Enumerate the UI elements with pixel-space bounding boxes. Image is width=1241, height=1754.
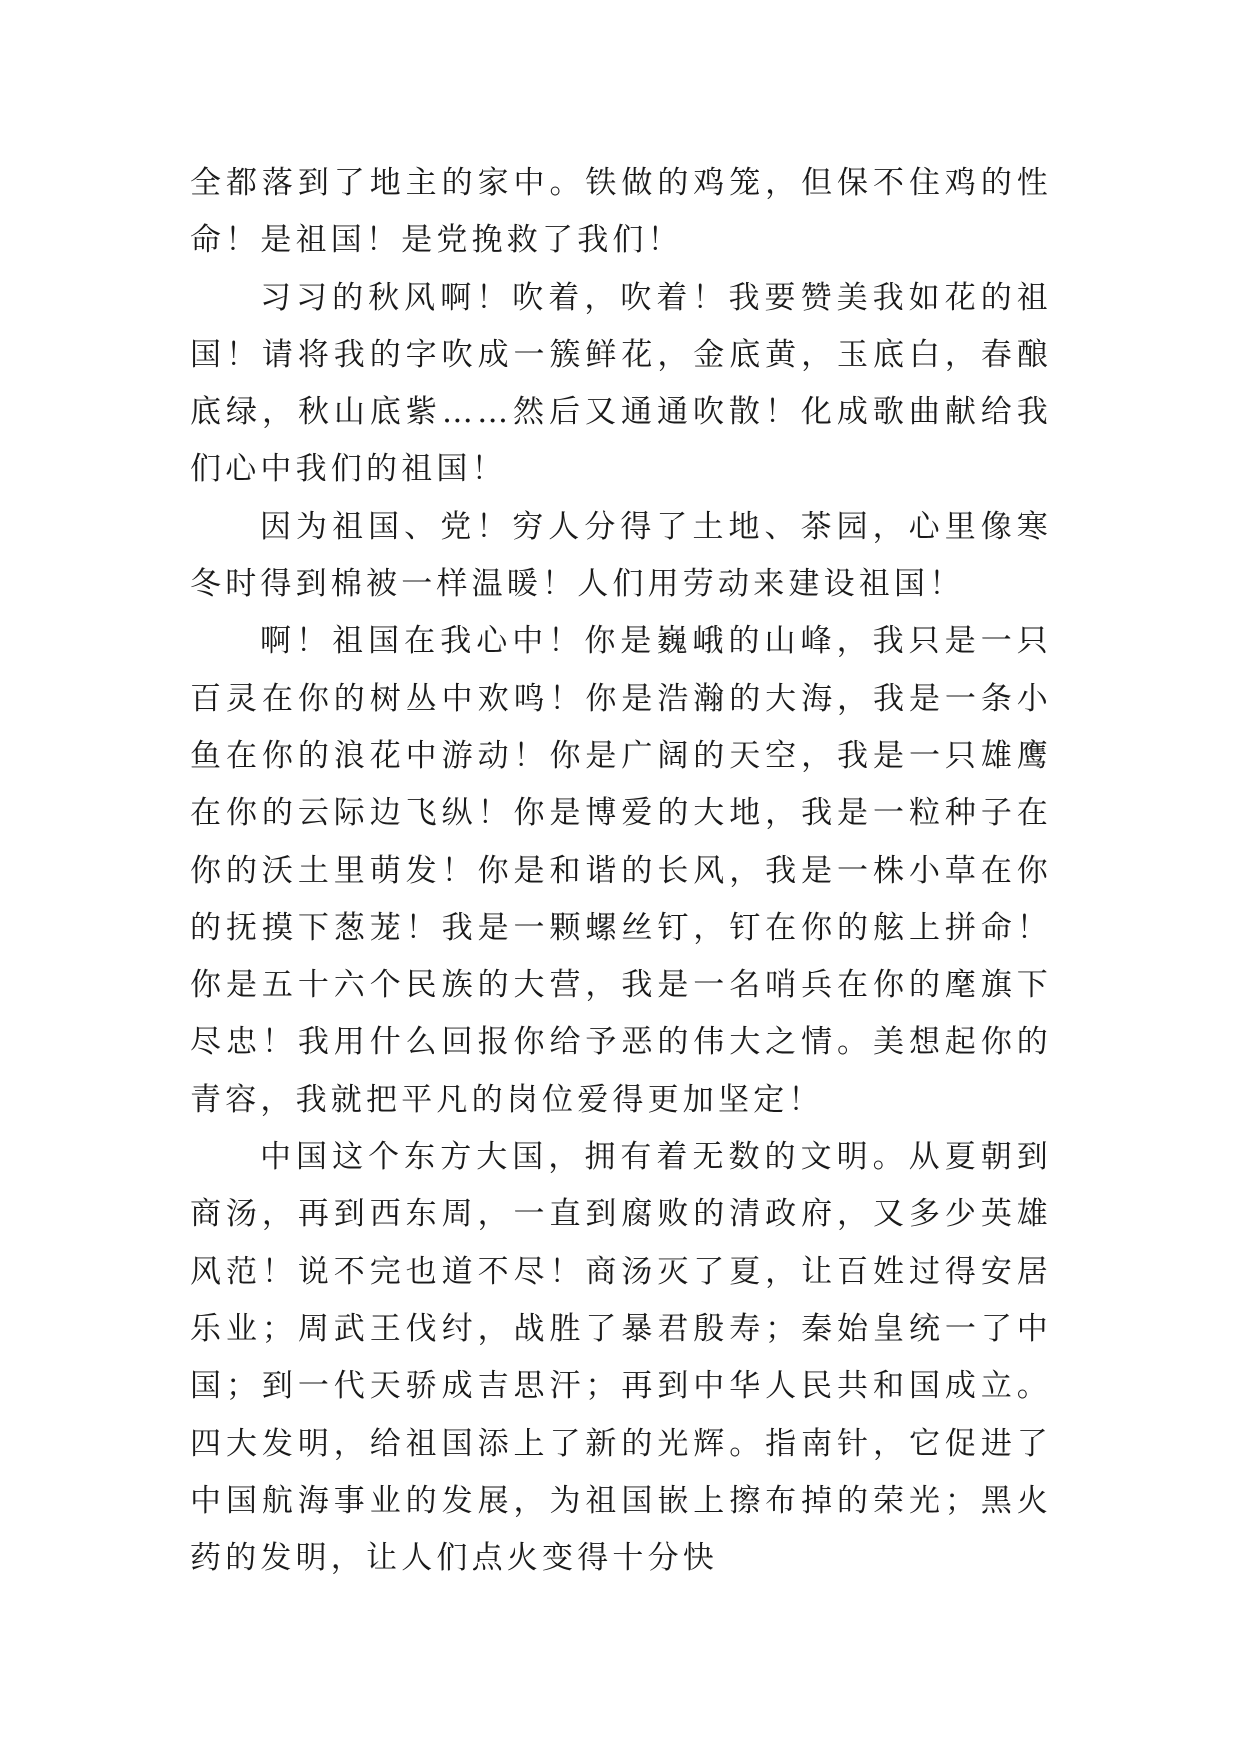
paragraph-1: 全都落到了地主的家中。铁做的鸡笼，但保不住鸡的性命！是祖国！是党挽救了我们！ [190, 165, 1052, 259]
paragraph-2: 习习的秋风啊！吹着，吹着！我要赞美我如花的祖国！请将我的字吹成一簇鲜花，金底黄，玉底白，春酿底绿，秋山底紫……然后又通通吹散！化成歌曲献给我们心中我们的祖国！ [190, 279, 1052, 488]
paragraph-4: 啊！祖国在我心中！你是巍峨的山峰，我只是一只百灵在你的树丛中欢鸣！你是浩瀚的大海，我是一条小鱼在你的浪花中游动！你是广阔的天空，我是一只雄鹰在你的云际边飞纵！你是博爱的大地，我是一粒种子在你的沃土里萌发！你是和谐的长风，我是一株小草在你的抚摸下葱茏！我是一颗螺丝钉，钉在你的舷上拼命！你是五十六个民族的大营，我是一名哨兵在你的麾旗下尽忠！我用什么回报你给予恶的伟大之情。美想起你的青容，我就把平凡的岗位爱得更加坚定！ [190, 623, 1052, 1118]
document-body [190, 155, 1052, 1587]
paragraph-3: 因为祖国、党！穷人分得了土地、茶园，心里像寒冬时得到棉被一样温暖！人们用劳动来建设祖国！ [190, 508, 1052, 603]
paragraph-5: 中国这个东方大国，拥有着无数的文明。从夏朝到商汤，再到西东周，一直到腐败的清政府，又多少英雄风范！说不完也道不尽！商汤灭了夏，让百姓过得安居乐业；周武王伐纣，战胜了暴君殷寿；秦始皇统一了中国；到一代天骄成吉思汗；再到中华人民共和国成立。四大发明，给祖国添上了新的光辉。指南针，它促进了中国航海事业的发展，为祖国嵌上擦布掉的荣光；黑火药的发明，让人们点火变得十分快 [190, 1139, 1052, 1577]
